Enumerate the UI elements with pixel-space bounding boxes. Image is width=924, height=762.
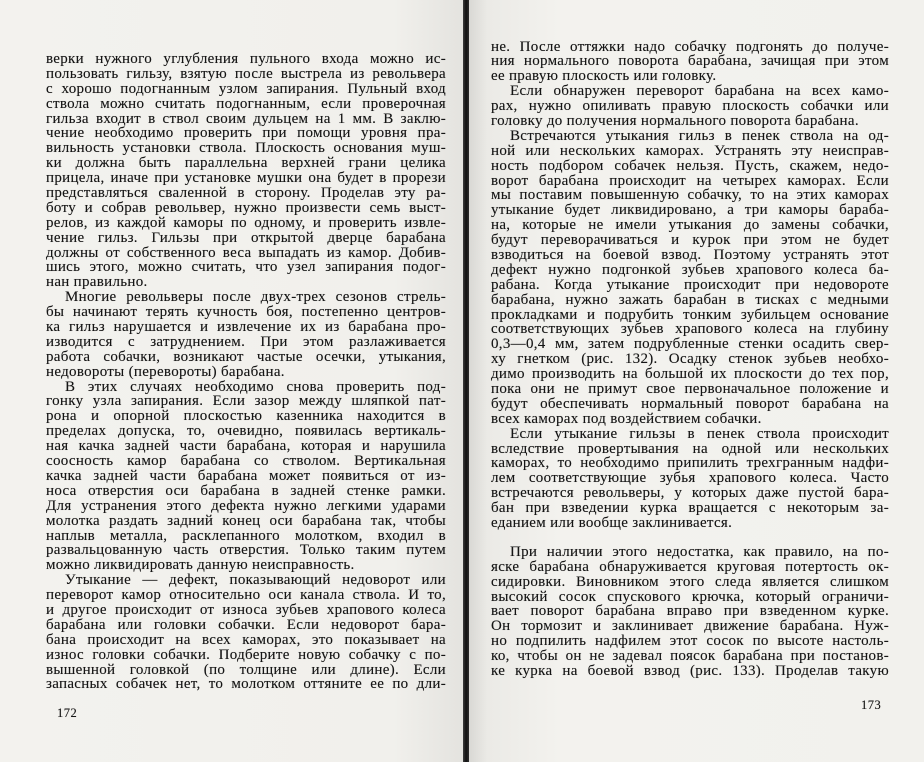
paragraph (46, 290, 446, 379)
left-page-text (46, 52, 446, 692)
text-line: гонку узла запирания. Если зазор между шляпкой пат- (46, 393, 446, 410)
text-line: нан правильно. (46, 274, 148, 291)
text-line: чение гильз. Гильзы при открытой дверце барабана (46, 229, 446, 246)
text-line: Встречаются утыкания гильз в пенек ствола на од- (510, 127, 889, 144)
text-line: еданием или вообще заклинивается. (491, 515, 733, 531)
paragraph (46, 52, 446, 290)
page-number: 173 (861, 698, 882, 712)
text-line: ния нормального поворота барабана, зачищая при этом (491, 53, 889, 70)
text-line: недовороты (перевороты) барабана. (46, 363, 285, 380)
text-line: ной или нескольких каморах. Устранять эту неисправ- (491, 142, 889, 159)
text-line: ко, чтобы он не задевал поясок барабана при постанов- (491, 648, 889, 665)
text-line: соосность камор барабана со стволом. Вертикальная (46, 453, 446, 470)
text-line: работа собачки, возникают частые осечки, утыкания, (46, 348, 446, 365)
text-line: наплыв металла, расклепанного молотком, входил в (46, 527, 446, 544)
text-line: Для устранения этого дефекта нужно легкими ударами (46, 497, 446, 514)
text-line: можно ликвидировать данную неисправность. (46, 557, 355, 574)
text-line: утыкание будет ликвидировано, а три каморы бараба- (491, 202, 889, 219)
text-line: не. После оттяжки надо собачку подгонять до получе- (491, 38, 889, 55)
text-line: пока они не примут свое первоначальное положение и (491, 380, 889, 397)
text-line: яске барабана обнаруживается круговая потертость ок- (491, 558, 889, 575)
text-line: взводиться на боевой взвод. Поэтому устранять этот (491, 246, 889, 263)
text-line: высокий сосок спускового крючка, который ограничи- (491, 588, 889, 605)
text-line: гильза входит в ствол своим дульцем на 1 мм. В заклю- (46, 110, 446, 127)
right-page-text (491, 40, 889, 679)
text-line: мы поставим повышенную собачку, то на этих каморах (491, 187, 889, 204)
paragraph (491, 545, 889, 679)
text-line: сидировки. Виновником этого следа является слишком (491, 573, 889, 590)
text-line: будут переворачиваться и курок при этом не будет (491, 232, 889, 249)
text-line: бан при взведении курка вращается с некоторым за- (491, 500, 889, 517)
text-line: ее правую плоскость или головку. (491, 68, 717, 85)
text-line: изводится с затруднением. При этом разлаживается (46, 333, 446, 350)
text-line: верки нужного углубления пульного входа можно ис- (46, 51, 446, 67)
text-line: и другое происходит от износа зубьев храпового колеса (46, 601, 446, 618)
text-line: всех каморах под воздействием собачки. (491, 410, 762, 427)
text-line: переворот камор относительно оси канала ствола. И то, (46, 587, 446, 604)
text-line: барабана, нужно зажать барабан в тисках с медными (491, 291, 889, 308)
text-line: ная качка задней части барабана, которая и нарушила (46, 438, 446, 455)
text-line: рах, нужно опиливать правую плоскость собачки или (491, 98, 889, 115)
text-line: При наличии этого недостатка, как правило, на по- (510, 543, 889, 560)
text-line: бы начинают терять кучность боя, постепенно центров- (46, 304, 446, 321)
text-line: боту и собрав револьвер, нужно произвести семь выст- (46, 199, 446, 216)
text-line: шись этого, можно считать, что узел запирания подог- (46, 259, 446, 276)
text-line: ка гильз нарушается и извлечение их из барабана про- (46, 319, 446, 336)
text-line: вильность установки ствола. Плоскость основания муш- (46, 140, 446, 157)
text-line: с хорошо подогнанным узлом запирания. Пульный вход (46, 80, 446, 97)
paragraph (491, 129, 889, 427)
text-line: запасных собачек нет, то молотком оттяните ее по дли- (46, 676, 446, 693)
paragraph (491, 84, 889, 129)
text-line: должны от собственного веса выпадать из камор. Добив- (46, 244, 446, 261)
text-line: вышенной головкой (по толщине или длине). Если (46, 661, 446, 678)
text-line: Многие револьверы после двух-трех сезонов стрель- (65, 289, 446, 306)
text-line: носа отверстия оси барабана в задней стенке рамки. (46, 482, 446, 499)
page-number: 172 (57, 706, 78, 720)
text-line: рабана. Когда утыкание происходит при недовороте (491, 276, 889, 293)
text-line: Утыкание — дефект, показывающий недоворот или (65, 572, 446, 589)
text-line: Если утыкание гильзы в пенек ствола происходит (510, 425, 889, 442)
text-line: ность подбором собачек нельзя. Пусть, скажем, недо- (491, 157, 889, 174)
text-line: каморах, то необходимо припилить трехгранным надфи- (491, 455, 889, 472)
text-line: пользовать гильзу, взятую после выстрела из револьвера (46, 65, 446, 82)
text-line: головку до получения нормального поворота барабана. (491, 112, 859, 129)
text-line: дефект нужно подгонкой зубьев храпового колеса ба- (491, 261, 889, 278)
text-line: прокладками и подрубить тонким зубильцем основание (491, 306, 889, 323)
text-line: молотка раздать задний конец оси барабана так, чтобы (46, 512, 446, 529)
text-line: лем соответствующие зубья храпового колеса. Часто (491, 470, 889, 487)
text-line: развальцованную часть отверстия. Только таким путем (46, 542, 446, 559)
text-line: релов, из каждой каморы по одному, и проверить извле- (46, 214, 446, 231)
paragraph (491, 40, 889, 85)
text-line: 0,3—0,4 мм, затем подрубленные стенки осадить свер- (491, 336, 889, 353)
text-line: ки должна быть параллельна верхней грани целика (46, 155, 446, 172)
text-line: ху гнетком (рис. 132). Осадку стенок зубьев необхо- (491, 351, 889, 368)
text-line: вследствие провертывания на одной или нескольких (491, 440, 889, 457)
right-page (469, 0, 924, 762)
text-line: Он тормозит и заклинивает движение барабана. Нуж- (491, 618, 889, 635)
paragraph (491, 427, 889, 531)
text-line: но подпилить надфилем этот сосок по высоте настоль- (491, 633, 889, 650)
text-line: вает поворот барабана вправо при взведенном курке. (491, 603, 889, 620)
text-line: ствола можно считать подогнанным, если проверочная (46, 95, 446, 112)
text-line: пределах допуска, то, очевидно, появилась вертикаль- (46, 423, 446, 440)
text-line: димо производить на большой их плоскости до тех пор, (491, 366, 889, 383)
text-line: будут обеспечивать нормальный поворот барабана на (491, 395, 889, 412)
text-line: бана происходит на всех каморах, это показывает на (46, 631, 446, 648)
text-line: встречаются револьверы, у которых даже пустой бара- (491, 485, 889, 502)
text-line: чение необходимо проверить при помощи уровня пра- (46, 125, 446, 142)
paragraph (46, 380, 446, 574)
text-line: В этих случаях необходимо снова проверить под- (65, 378, 446, 395)
text-line: износ головки собачки. Подберите новую собачку с по- (46, 646, 446, 663)
text-line: на, которые не имели утыкания до замены собачки, (491, 217, 889, 234)
text-line: представляться сваленной в сторону. Проделав эту ра- (46, 185, 446, 202)
text-line: ке курка на боевой взвод (рис. 133). Проделав такую (491, 663, 889, 680)
text-line: барабана или головки собачки. Если недоворот бара- (46, 616, 446, 633)
text-line: качка задней части барабана может появиться от из- (46, 467, 446, 484)
text-line: ворот барабана происходит на четырех каморах. Если (491, 172, 889, 189)
text-line: Если обнаружен переворот барабана на всех камо- (510, 83, 889, 100)
text-line: соответствующих зубьев храпового колеса на глубину (491, 321, 889, 338)
text-line: рона и опорной плоскостью казенника находится в (46, 408, 446, 425)
text-line: прицела, иначе при установке мушки она будет в прорези (46, 170, 446, 187)
paragraph (46, 573, 446, 692)
